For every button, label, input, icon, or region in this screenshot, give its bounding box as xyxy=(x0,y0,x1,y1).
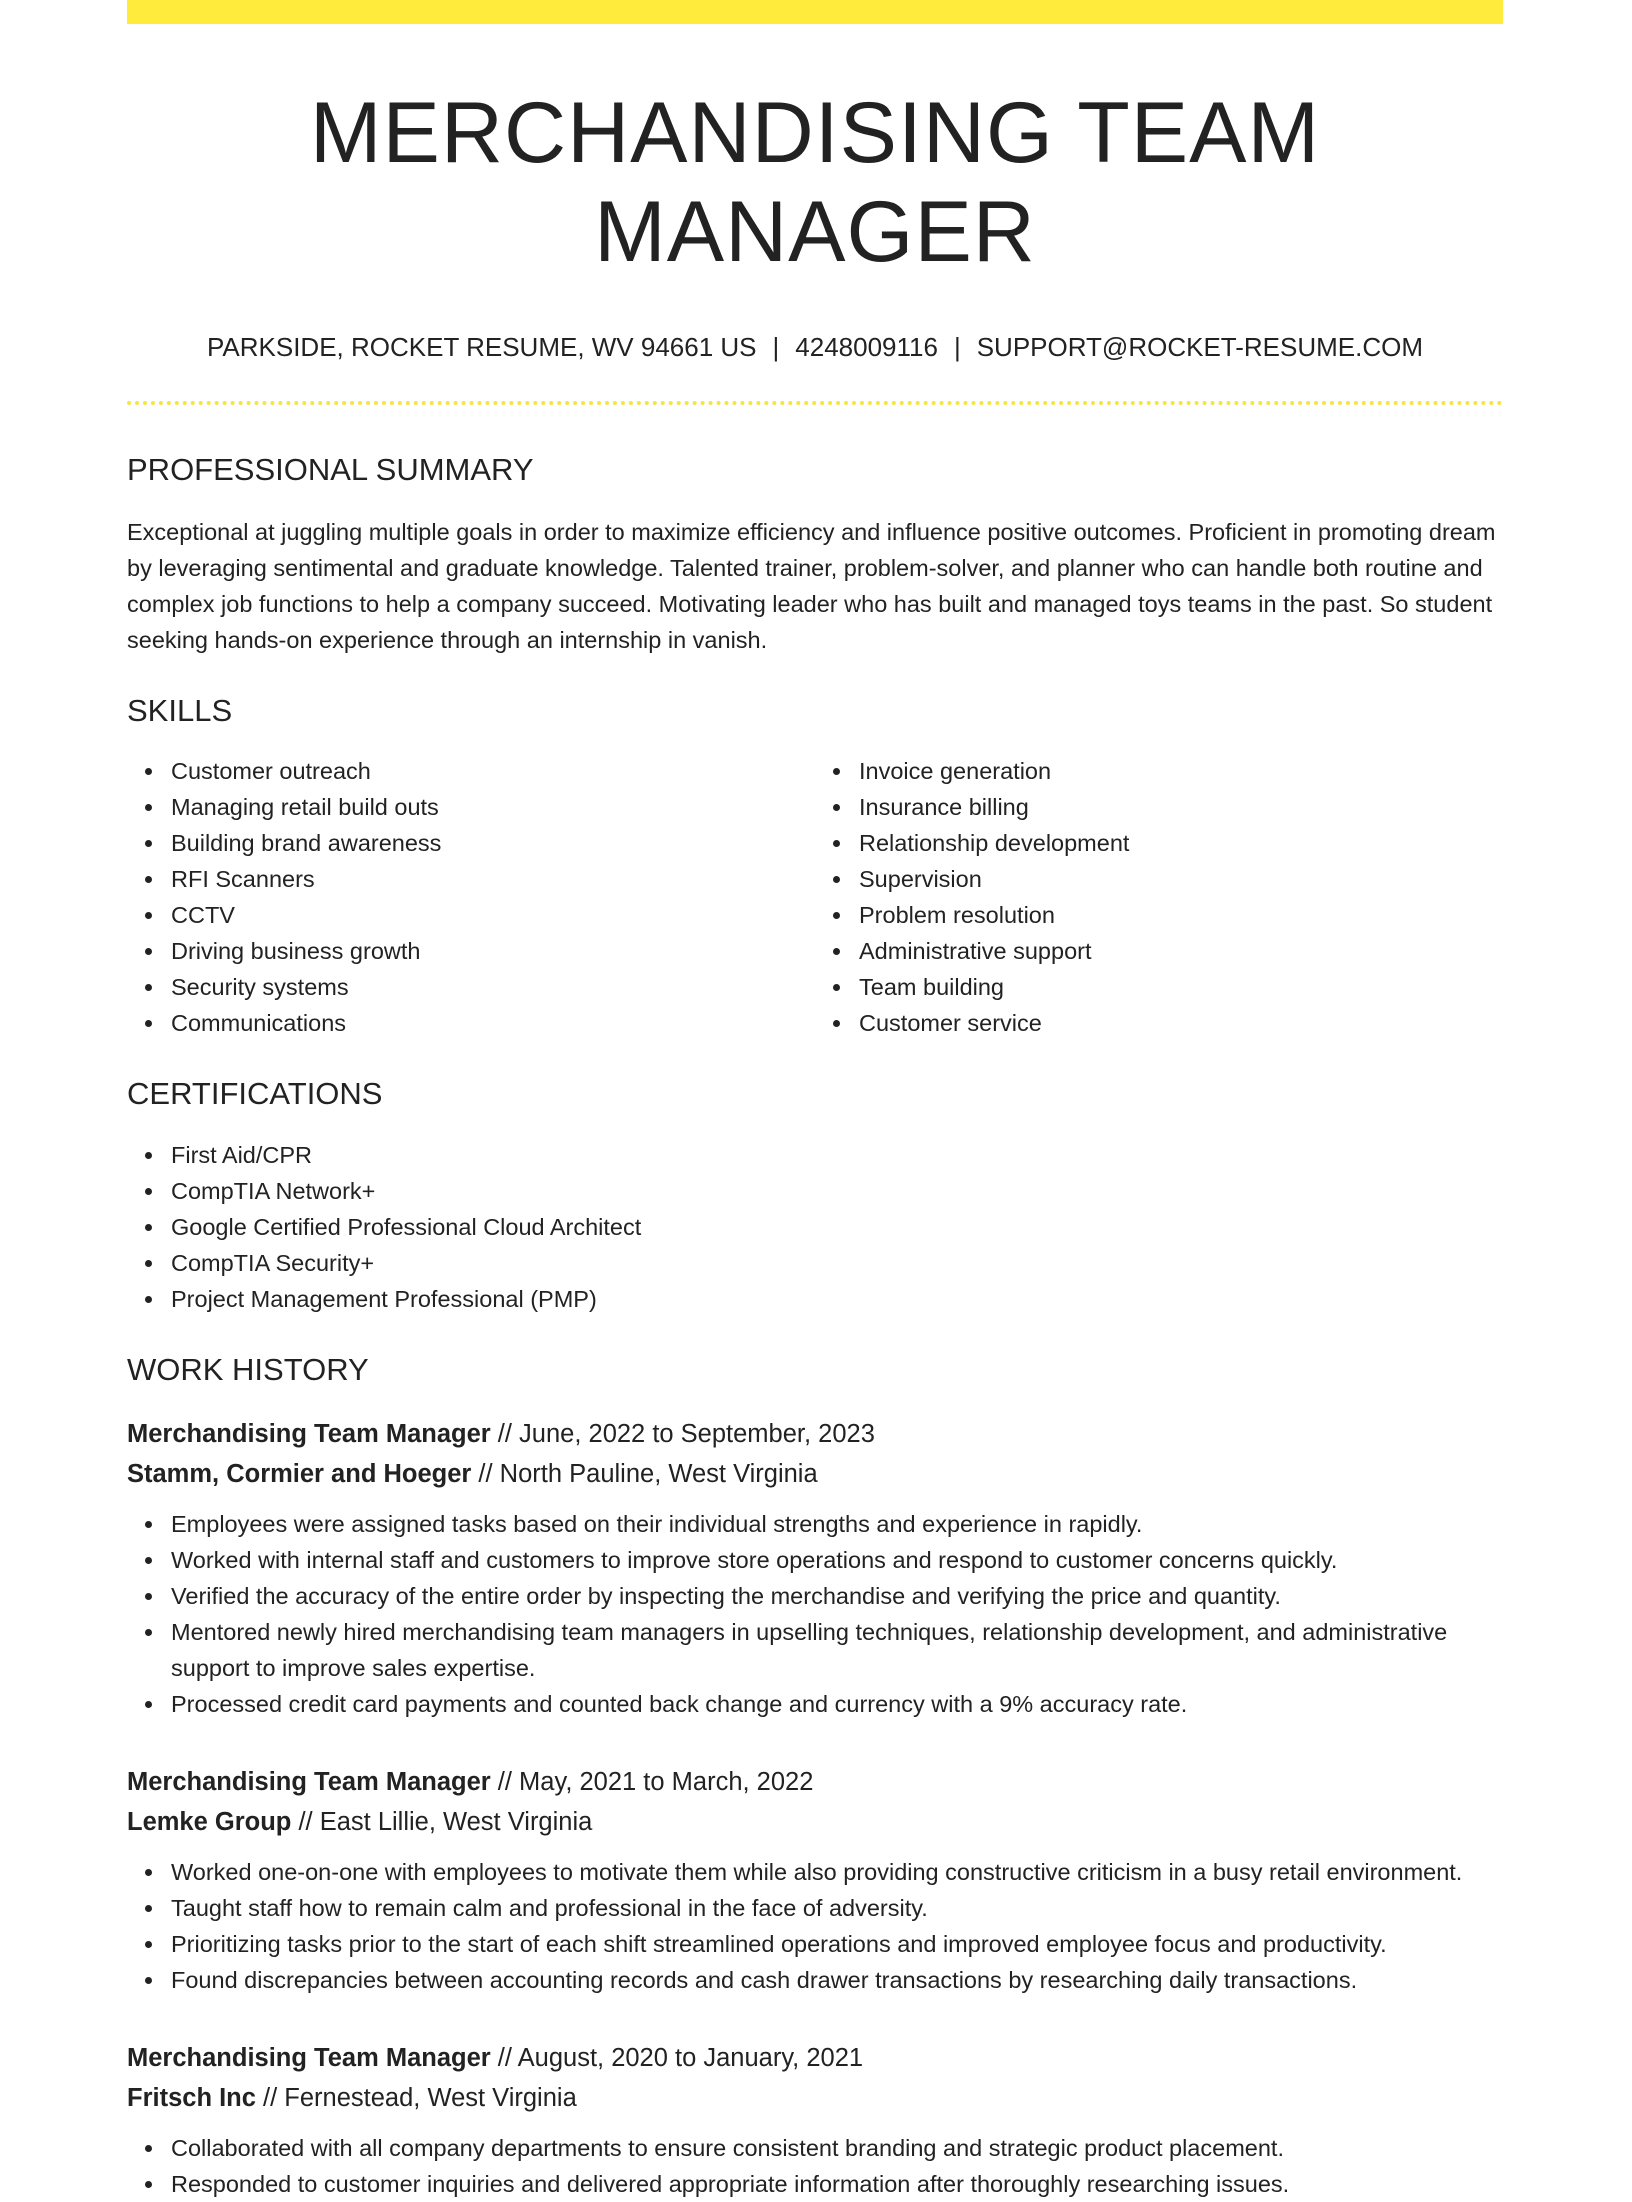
job-duty-item: Worked with internal staff and customers to improve store operations and respond to customer concerns quickly. xyxy=(171,1542,1503,1578)
skill-item: Driving business growth xyxy=(171,933,815,969)
skill-item: Communications xyxy=(171,1005,815,1041)
summary-heading: PROFESSIONAL SUMMARY xyxy=(127,451,534,487)
job-location: // North Pauline, West Virginia xyxy=(471,1459,818,1488)
job-location: // Fernestead, West Virginia xyxy=(255,2083,577,2112)
skill-item: Insurance billing xyxy=(859,789,1503,825)
skills-columns xyxy=(127,753,1503,1041)
contact-phone: 4248009116 xyxy=(795,331,938,362)
skill-item: Customer service xyxy=(859,1005,1503,1041)
job-role: Merchandising Team Manager xyxy=(127,1419,491,1448)
job-dates: // May, 2021 to March, 2022 xyxy=(490,1767,814,1796)
certifications-heading: CERTIFICATIONS xyxy=(127,1076,383,1112)
job-company-line xyxy=(127,1802,1503,1842)
certification-item: First Aid/CPR xyxy=(171,1137,1503,1173)
job-company: Fritsch Inc xyxy=(127,2083,256,2112)
job-duty-item: Taught staff how to remain calm and professional in the face of adversity. xyxy=(171,1890,1503,1926)
skills-list-left xyxy=(127,753,815,1041)
skill-item: Invoice generation xyxy=(859,753,1503,789)
skill-item: Supervision xyxy=(859,861,1503,897)
job-role-line xyxy=(127,1414,1503,1454)
contact-separator: | xyxy=(953,331,961,362)
job-duty-item: Mentored newly hired merchandising team managers in upselling techniques, relationship development, and administrative support to improve sales expertise. xyxy=(171,1614,1503,1686)
candidate-title: MERCHANDISING TEAM MANAGER xyxy=(309,85,1321,280)
certification-item: CompTIA Security+ xyxy=(171,1245,1503,1281)
job-role: Merchandising Team Manager xyxy=(127,2043,491,2072)
skill-item: RFI Scanners xyxy=(171,861,815,897)
job-duty-item: Employees were assigned tasks based on their individual strengths and experience in rapidly. xyxy=(171,1506,1503,1542)
job-location: // East Lillie, West Virginia xyxy=(291,1807,593,1836)
job-role-line xyxy=(127,2038,1503,2078)
summary-text: Exceptional at juggling multiple goals in order to maximize efficiency and influence positive outcomes. Proficient in promoting dream by leveraging sentimental and graduate knowledge. Talented trainer, problem-solver, and planner who can handle both routine and complex job functions to help a company succeed. Motivating leader who has built and managed toys teams in the past. So student seeking hands-on experience through an internship in vanish. xyxy=(127,519,1496,654)
certification-item: CompTIA Network+ xyxy=(171,1173,1503,1209)
skill-item: Security systems xyxy=(171,969,815,1005)
header-divider xyxy=(127,401,1503,405)
contact-line xyxy=(127,332,1503,363)
skill-item: Building brand awareness xyxy=(171,825,815,861)
job-entry xyxy=(127,2038,1503,2202)
job-duty-item: Collaborated with all company departments to ensure consistent branding and strategic product placement. xyxy=(171,2130,1503,2166)
job-duty-item: Worked one-on-one with employees to motivate them while also providing constructive criticism in a busy retail environment. xyxy=(171,1854,1503,1890)
job-company: Lemke Group xyxy=(127,1807,292,1836)
certifications-list xyxy=(127,1137,1503,1317)
job-entry xyxy=(127,1762,1503,1998)
contact-email: SUPPORT@ROCKET-RESUME.COM xyxy=(976,331,1424,362)
top-accent-bar xyxy=(127,0,1503,24)
job-dates: // August, 2020 to January, 2021 xyxy=(490,2043,864,2072)
job-duties-list xyxy=(127,1506,1503,1722)
job-duty-item: Processed credit card payments and counted back change and currency with a 9% accuracy rate. xyxy=(171,1686,1503,1722)
resume-page xyxy=(127,0,1503,2202)
job-role: Merchandising Team Manager xyxy=(127,1767,491,1796)
skill-item: Team building xyxy=(859,969,1503,1005)
job-duty-item: Responded to customer inquiries and delivered appropriate information after thoroughly researching issues. xyxy=(171,2166,1503,2202)
skill-item: Relationship development xyxy=(859,825,1503,861)
skill-item: Problem resolution xyxy=(859,897,1503,933)
contact-separator: | xyxy=(772,331,780,362)
skill-item: Administrative support xyxy=(859,933,1503,969)
certification-item: Project Management Professional (PMP) xyxy=(171,1281,1503,1317)
skill-item: CCTV xyxy=(171,897,815,933)
job-duties-list xyxy=(127,1854,1503,1998)
job-duty-item: Prioritizing tasks prior to the start of each shift streamlined operations and improved employee focus and productivity. xyxy=(171,1926,1503,1962)
job-duty-item: Verified the accuracy of the entire order by inspecting the merchandise and verifying the price and quantity. xyxy=(171,1578,1503,1614)
job-dates: // June, 2022 to September, 2023 xyxy=(490,1419,875,1448)
skill-item: Customer outreach xyxy=(171,753,815,789)
work-history-heading: WORK HISTORY xyxy=(127,1351,369,1387)
certification-item: Google Certified Professional Cloud Architect xyxy=(171,1209,1503,1245)
job-duty-item: Found discrepancies between accounting records and cash drawer transactions by researching daily transactions. xyxy=(171,1962,1503,1998)
contact-address: PARKSIDE, ROCKET RESUME, WV 94661 US xyxy=(206,331,757,362)
job-company-line xyxy=(127,1454,1503,1494)
job-duties-list xyxy=(127,2130,1503,2202)
job-role-line xyxy=(127,1762,1503,1802)
job-entry xyxy=(127,1414,1503,1722)
job-company: Stamm, Cormier and Hoeger xyxy=(127,1459,472,1488)
skills-list-right xyxy=(815,753,1503,1041)
skill-item: Managing retail build outs xyxy=(171,789,815,825)
skills-heading: SKILLS xyxy=(127,693,233,729)
